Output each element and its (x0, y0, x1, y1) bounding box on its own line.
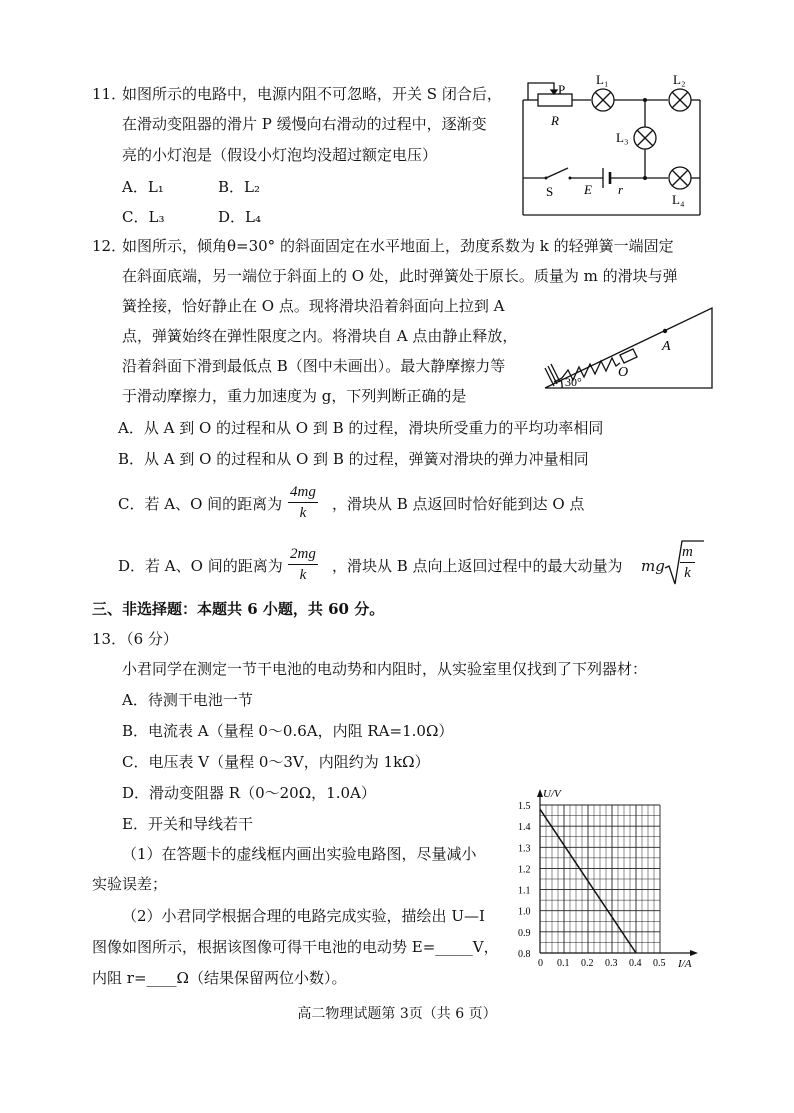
fraction-denominator: k (299, 505, 307, 521)
q12-line1: 如图所示，倾角θ=30° 的斜面固定在水平地面上，劲度系数为 k 的轻弹簧一端固定 (122, 237, 674, 255)
q12-option-b: B．从 A 到 O 的过程和从 O 到 B 的过程，弹簧对滑块的弹力冲量相同 (118, 450, 589, 468)
y-tick-label: 0.8 (518, 949, 531, 960)
sqrt-denominator: k (684, 565, 691, 581)
label-A: A (662, 339, 671, 354)
x-axis-label: I/A (678, 958, 692, 970)
q13-item-d: D．滑动变阻器 R（0～20Ω，1.0A） (122, 784, 376, 802)
q13-number: 13．（6 分） (92, 630, 178, 648)
fraction-numerator: 2mg (288, 544, 318, 565)
x-axis-arrow (690, 950, 698, 956)
q13-part1-line2: 实验误差； (92, 875, 168, 893)
q12-option-d-fraction (288, 544, 318, 585)
y-tick-label: 1.0 (518, 906, 531, 918)
q11-line2: 在滑动变阻器的滑片 P 缓慢向右滑动的过程中，逐渐变 (122, 115, 487, 133)
q13-intro: 小君同学在测定一节干电池的电动势和内阻时，从实验室里仅找到了下列器材： (122, 660, 648, 678)
q12-line3: 簧拴接，恰好静止在 O 点。现将滑块沿着斜面向上拉到 A (122, 297, 505, 315)
q12-line2: 在斜面底端，另一端位于斜面上的 O 处，此时弹簧处于原长。质量为 m 的滑块与弹 (122, 267, 678, 285)
q13-part2-line3: 内阻 r=____Ω（结果保留两位小数）。 (92, 969, 347, 987)
y-tick-label: 1.1 (518, 885, 531, 897)
q12-option-c-pre: C．若 A、O 间的距离为 (118, 495, 283, 513)
page-footer: 高二物理试题第 3页（共 6 页） (297, 1006, 497, 1022)
x-tick-label: 0.3 (605, 958, 618, 969)
section-heading: 三、非选择题：本题共 6 小题，共 60 分。 (92, 600, 385, 618)
q12-line6: 于滑动摩擦力，重力加速度为 g，下列判断正确的是 (122, 387, 467, 405)
q12-line5: 沿着斜面下滑到最低点 B（图中未画出）。最大静摩擦力等 (122, 357, 506, 375)
q12-option-c-fraction (288, 482, 318, 523)
x-tick-label: 0.5 (653, 958, 666, 969)
label-R: R (551, 113, 559, 128)
label-L1: L₁ (596, 72, 609, 87)
incline-diagram (540, 300, 720, 395)
sqrt-numerator: m (680, 542, 695, 563)
x-tick-label: 0.2 (581, 958, 594, 969)
q13-item-b: B．电流表 A（量程 0～0.6A，内阻 RA=1.0Ω） (122, 722, 454, 740)
q13-part1-line1: （1）在答题卡的虚线框内画出实验电路图，尽量减小 (122, 845, 477, 863)
q12-option-d-pre: D．若 A、O 间的距离为 (118, 557, 283, 575)
q12-option-d-mg: mg (641, 557, 665, 575)
q13-item-e: E．开关和导线若干 (122, 815, 253, 833)
q13-item-c: C．电压表 V（量程 0～3V，内阻约为 1kΩ） (122, 753, 430, 771)
q13-part2-line1: （2）小君同学根据合理的电路完成实验，描绘出 U—I (122, 907, 485, 925)
label-S: S (546, 184, 554, 199)
label-P: P (558, 82, 566, 97)
label-E: E (584, 182, 592, 197)
label-L4: L₄ (672, 192, 685, 207)
q12-option-c-post: ，滑块从 B 点返回时恰好能到达 O 点 (332, 495, 585, 513)
circuit-diagram (518, 70, 718, 220)
fraction-denominator: k (299, 567, 307, 583)
y-axis-label: U/V (543, 788, 561, 800)
x-tick-label: 0 (538, 958, 543, 969)
y-tick-label: 1.3 (518, 843, 531, 855)
label-L2: L₂ (673, 72, 686, 87)
y-tick-label: 0.9 (518, 927, 531, 939)
q13-part2-line2: 图像如图所示，根据该图像可得干电池的电动势 E=_____V， (92, 938, 499, 956)
q12-number: 12． (92, 237, 127, 255)
q11-number: 11． (92, 85, 127, 103)
sqrt-fraction (680, 542, 695, 583)
label-L3: L₃ (616, 130, 629, 145)
y-tick-label: 1.4 (518, 822, 531, 834)
ui-chart (510, 780, 710, 980)
label-r: r (618, 182, 624, 197)
q11-option-d: D．L₄ (218, 208, 262, 226)
label-O: O (618, 365, 629, 380)
q11-line1: 如图所示的电路中，电源内阻不可忽略，开关 S 闭合后， (122, 85, 502, 103)
q11-option-c: C．L₃ (122, 208, 165, 226)
label-angle: 30° (565, 375, 582, 389)
x-tick-label: 0.1 (557, 958, 570, 969)
y-tick-label: 1.2 (518, 864, 531, 876)
q13-item-a: A．待测干电池一节 (122, 691, 253, 709)
q11-option-b: B．L₂ (218, 178, 260, 196)
x-tick-label: 0.4 (629, 958, 642, 969)
fraction-numerator: 4mg (288, 482, 318, 503)
q11-line3: 亮的小灯泡是（假设小灯泡均没超过额定电压） (122, 146, 438, 164)
q12-line4: 点，弹簧始终在弹性限度之内。将滑块自 A 点由静止释放， (122, 327, 518, 345)
q11-option-a: A．L₁ (122, 178, 164, 196)
q12-option-d-post: ，滑块从 B 点向上返回过程中的最大动量为 (332, 557, 623, 575)
q12-option-a: A．从 A 到 O 的过程和从 O 到 B 的过程，滑块所受重力的平均功率相同 (118, 419, 604, 437)
y-tick-label: 1.5 (518, 801, 531, 812)
